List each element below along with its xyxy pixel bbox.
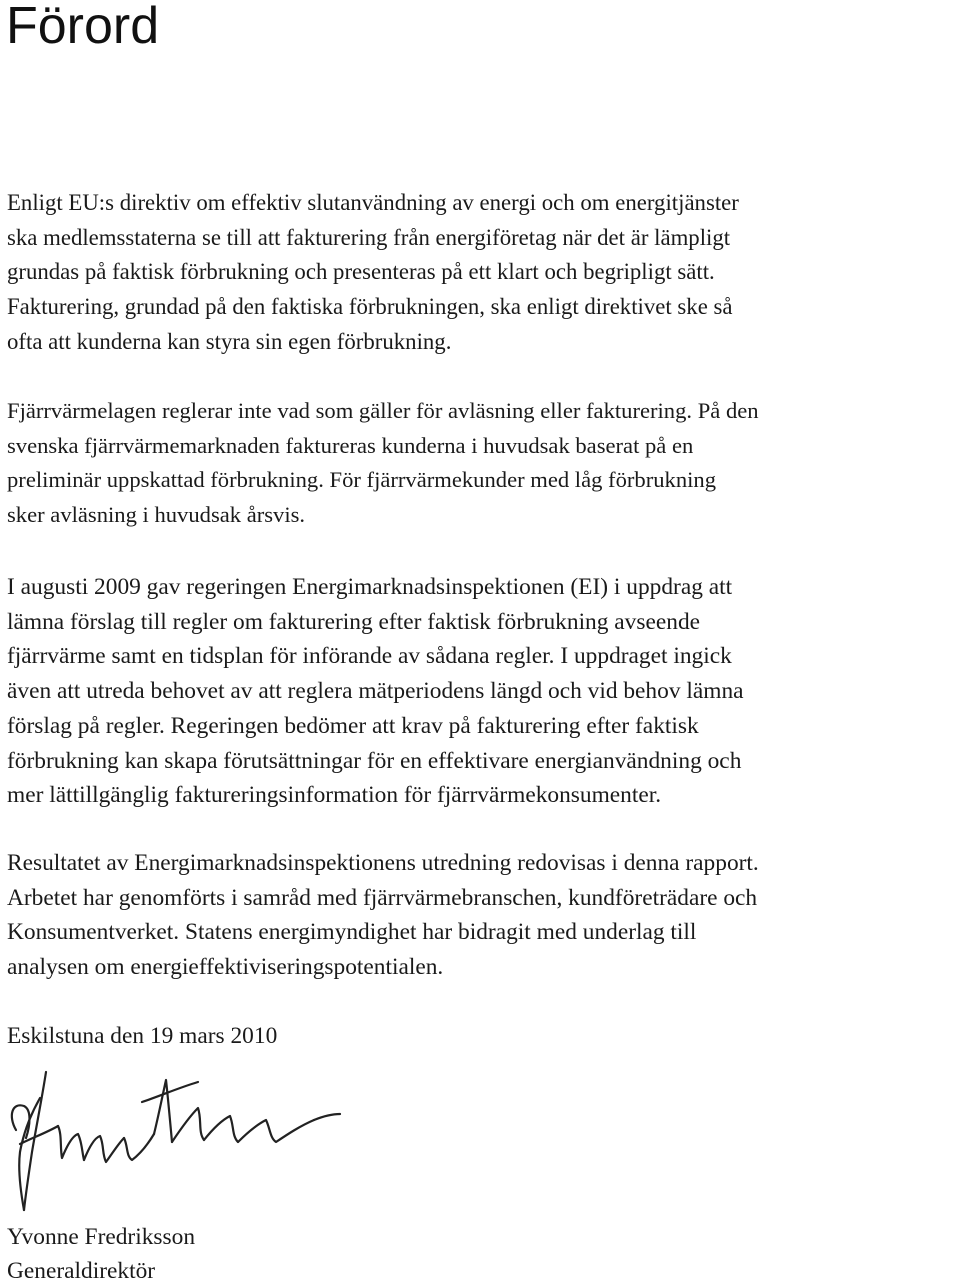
signer-name: Yvonne Fredriksson <box>7 1224 196 1250</box>
paragraph-line: mer lättillgänglig faktureringsinformation för fjärrvärmekonsumenter. <box>7 782 662 809</box>
signer-title: Generaldirektör <box>7 1258 156 1284</box>
paragraph-line: Arbetet har genomförts i samråd med fjärrvärmebranschen, kundföreträdare och <box>7 884 758 911</box>
paragraph-eu-directive <box>7 186 959 360</box>
page-title: Förord <box>6 0 160 55</box>
paragraph-government-assignment <box>7 570 959 813</box>
paragraph-line: fjärrvärme samt en tidsplan för införande av sådana regler. I uppdraget ingick <box>7 643 732 670</box>
paragraph-line: Enligt EU:s direktiv om effektiv slutanvändning av energi och om energitjänster <box>7 190 739 215</box>
place-and-date: Eskilstuna den 19 mars 2010 <box>7 1023 278 1049</box>
paragraph-line: ofta att kunderna kan styra sin egen förbrukning. <box>7 328 452 354</box>
paragraph-line: ska medlemsstaterna se till att fakturering från energiföretag när det är lämpligt <box>7 224 731 250</box>
paragraph-line: Fjärrvärmelagen reglerar inte vad som gäller för avläsning eller fakturering. På den <box>7 398 759 423</box>
paragraph-line: lämna förslag till regler om fakturering efter faktisk förbrukning avseende <box>7 608 701 635</box>
paragraph-line: svenska fjärrvärmemarknaden faktureras kunderna i huvudsak baserat på en <box>7 432 694 458</box>
paragraph-line: även att utreda behovet av att reglera mätperiodens längd och vid behov lämna <box>7 678 744 705</box>
paragraph-line: Fakturering, grundad på den faktiska förbrukningen, ska enligt direktivet ske så <box>7 294 733 320</box>
paragraph-line: grundas på faktisk förbrukning och presenteras på ett klart och begripligt sätt. <box>7 259 715 285</box>
paragraph-line: sker avläsning i huvudsak årsvis. <box>7 502 306 528</box>
paragraph-line: preliminär uppskattad förbrukning. För fjärrvärmekunder med låg förbrukning <box>7 467 716 493</box>
paragraph-line: förbrukning kan skapa förutsättningar för en effektivare energianvändning och <box>7 747 742 774</box>
paragraph-line: förslag på regler. Regeringen bedömer att krav på fakturering efter faktisk <box>7 712 699 739</box>
paragraph-results <box>7 846 959 985</box>
handwritten-signature-icon <box>2 1068 342 1218</box>
paragraph-line: analysen om energieffektiviseringspotentialen. <box>7 954 444 981</box>
paragraph-district-heating-law <box>7 394 959 533</box>
paragraph-line: Konsumentverket. Statens energimyndighet har bidragit med underlag till <box>7 919 697 946</box>
paragraph-line: I augusti 2009 gav regeringen Energimarknadsinspektionen (EI) i uppdrag att <box>7 574 733 600</box>
paragraph-line: Resultatet av Energimarknadsinspektionens utredning redovisas i denna rapport. <box>7 850 759 876</box>
